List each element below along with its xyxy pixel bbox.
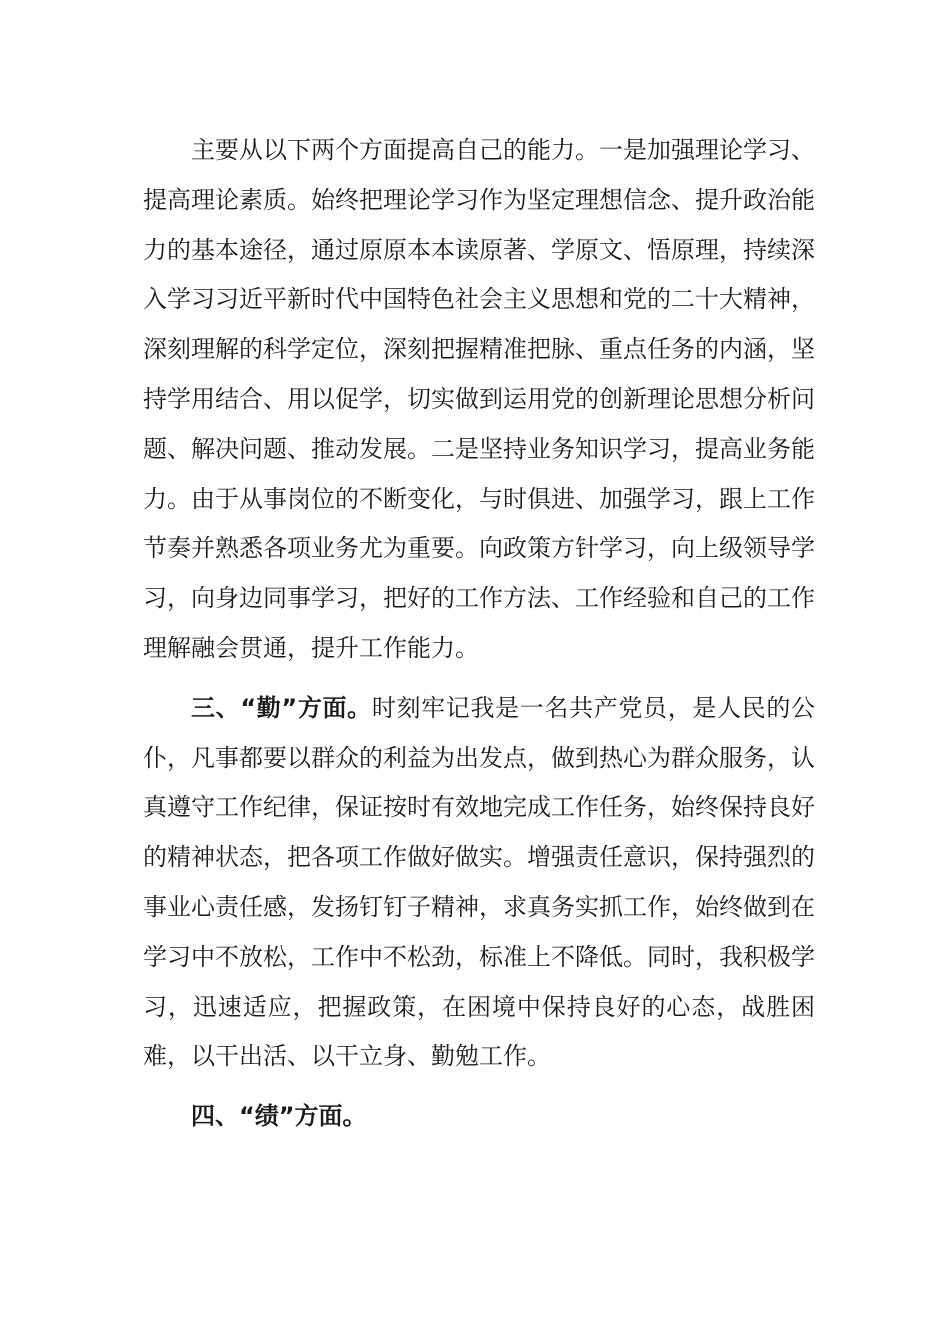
paragraph-text: 主要从以下两个方面提高自己的能力。一是加强理论学习、提高理论素质。始终把理论学习作为坚定理想信念、提升政治能力的基本途径，通过原原本本读原著、学原文、悟原理，持续深入学习习近平新时代中国特色社会主义思想和党的二十大精神，深刻理解的科学定位，深刻把握精准把脉、重点任务的内涵，坚持学用结合、用以促学，切实做到运用党的创新理论思想分析问题、解决问题、推动发展。二是坚持业务知识学习，提高业务能力。由于从事岗位的不断变化，与时俱进、加强学习，跟上工作节奏并熟悉各项业务尤为重要。向政策方针学习，向上级领导学习，向身边同事学习，把好的工作方法、工作经验和自己的工作理解融会贯通，提升工作能力。: [143, 136, 815, 662]
section-heading-achievement: 四、“绩”方面。: [191, 1102, 367, 1131]
paragraph-ability: [143, 126, 815, 674]
paragraph-achievement: [143, 1092, 815, 1142]
paragraph-diligence: [143, 684, 815, 1082]
paragraph-text: 时刻牢记我是一名共产党员，是人民的公仆，凡事都要以群众的利益为出发点，做到热心为群众服务，认真遵守工作纪律，保证按时有效地完成工作任务，始终保持良好的精神状态，把各项工作做好做实。增强责任意识，保持强烈的事业心责任感，发扬钉钉子精神，求真务实抓工作，始终做到在学习中不放松，工作中不松劲，标准上不降低。同时，我积极学习，迅速适应，把握政策，在困境中保持良好的心态，战胜困难，以干出活、以干立身、勤勉工作。: [143, 693, 815, 1071]
document-body: [143, 126, 815, 1142]
section-heading-diligence: 三、“勤”方面。: [191, 693, 372, 722]
